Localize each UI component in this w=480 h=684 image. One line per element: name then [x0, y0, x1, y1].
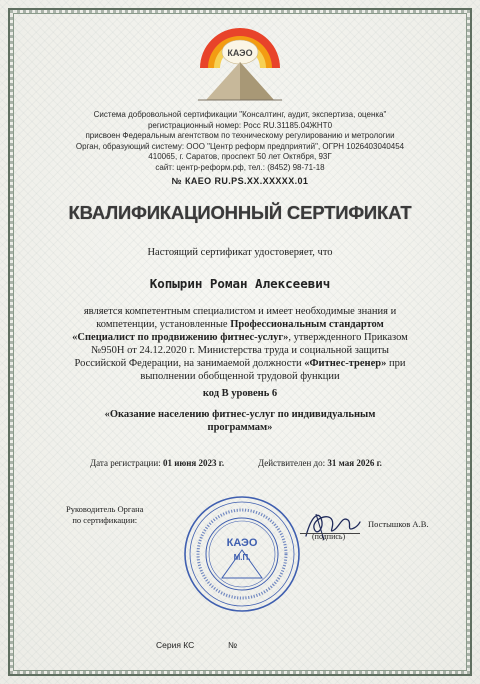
valid-until-date — [258, 458, 382, 468]
valid-until-value: 31 мая 2026 г. — [327, 458, 382, 468]
system-info — [0, 110, 480, 173]
system-line-1: Система добровольной сертификации "Консалтинг, аудит, экспертиза, оценка" — [93, 110, 387, 119]
signatory-label-line-2: по сертификации: — [72, 515, 138, 525]
system-line-6: сайт: центр-реформ.рф, тел.: (8452) 98-71-18 — [155, 162, 325, 172]
intro-text: Настоящий сертификат удостоверяет, что — [147, 247, 333, 258]
certificate-title: КВАЛИФИКАЦИОННЫЙ СЕРТИФИКАТ — [68, 202, 412, 223]
labor-function-line-2: программам» — [207, 422, 273, 433]
body-line-6: выполнении обобщенной трудовой функции — [140, 371, 340, 382]
body-line-3-text: , утвержденного Приказом — [288, 332, 408, 343]
body-line-2-text: компетенции, установленные — [96, 319, 231, 330]
body-line-5 — [0, 357, 480, 370]
body-line-3 — [0, 331, 480, 344]
labor-function-line-1: «Оказание населению фитнес-услуг по индивидуальным — [104, 409, 376, 420]
series-number-label: № — [228, 640, 238, 650]
kaeo-logo-icon — [192, 8, 288, 106]
standard-title: «Специалист по продвижению фитнес-услуг» — [72, 332, 289, 343]
signatory-label — [66, 504, 143, 526]
stamp-center-text: КАЭО — [226, 537, 258, 549]
registration-date — [90, 458, 224, 468]
system-line-4: Орган, образующий систему: ООО "Центр реформ предприятий", ОГРН 1026403040454 — [75, 141, 405, 151]
registration-date-label: Дата регистрации: — [90, 458, 163, 468]
body-line-4: №950Н от 24.12.2020 г. Министерства труда и социальной защиты — [91, 345, 389, 356]
registration-date-value: 01 июня 2023 г. — [162, 458, 225, 468]
position-name: «Фитнес-тренер» — [304, 358, 387, 369]
registration-number: № КАЕО RU.PS.XX.XXXXX.01 — [171, 176, 309, 186]
series-label: Серия КС — [156, 640, 195, 650]
body-line-1: является компетентным специалистом и имеет необходимые знания и — [83, 306, 397, 317]
signatory-label-line-1: Руководитель Органа — [66, 504, 144, 514]
body-line-5-text: Российской Федерации, на занимаемой должности — [74, 358, 305, 369]
labor-function — [0, 408, 480, 434]
stamp-sub-text: М.П. — [233, 553, 251, 562]
code-level: код В уровень 6 — [202, 388, 278, 399]
body-line-2 — [0, 318, 480, 331]
system-line-3: присвоен Федеральным агентством по техническому регулированию и метрологии — [85, 131, 395, 140]
system-line-2: регистрационный номер: Росс RU.31185.04ЖНТ0 — [147, 120, 333, 130]
certificate-body — [0, 305, 480, 383]
holder-name: Копырин Роман Алексеевич — [149, 276, 331, 291]
standard-name: Профессиональным стандартом — [230, 319, 384, 330]
signatory-name: Постышков А.В. — [368, 519, 429, 529]
official-stamp-icon — [182, 494, 302, 614]
system-line-5: 410065, г. Саратов, проспект 50 лет Октября, 93Г — [148, 152, 332, 161]
logo-text: КАЭО — [227, 48, 253, 58]
valid-until-label: Действителен до: — [258, 458, 328, 468]
signature-hint: (подпись) — [312, 532, 346, 541]
body-line-5-end: при — [386, 358, 406, 369]
